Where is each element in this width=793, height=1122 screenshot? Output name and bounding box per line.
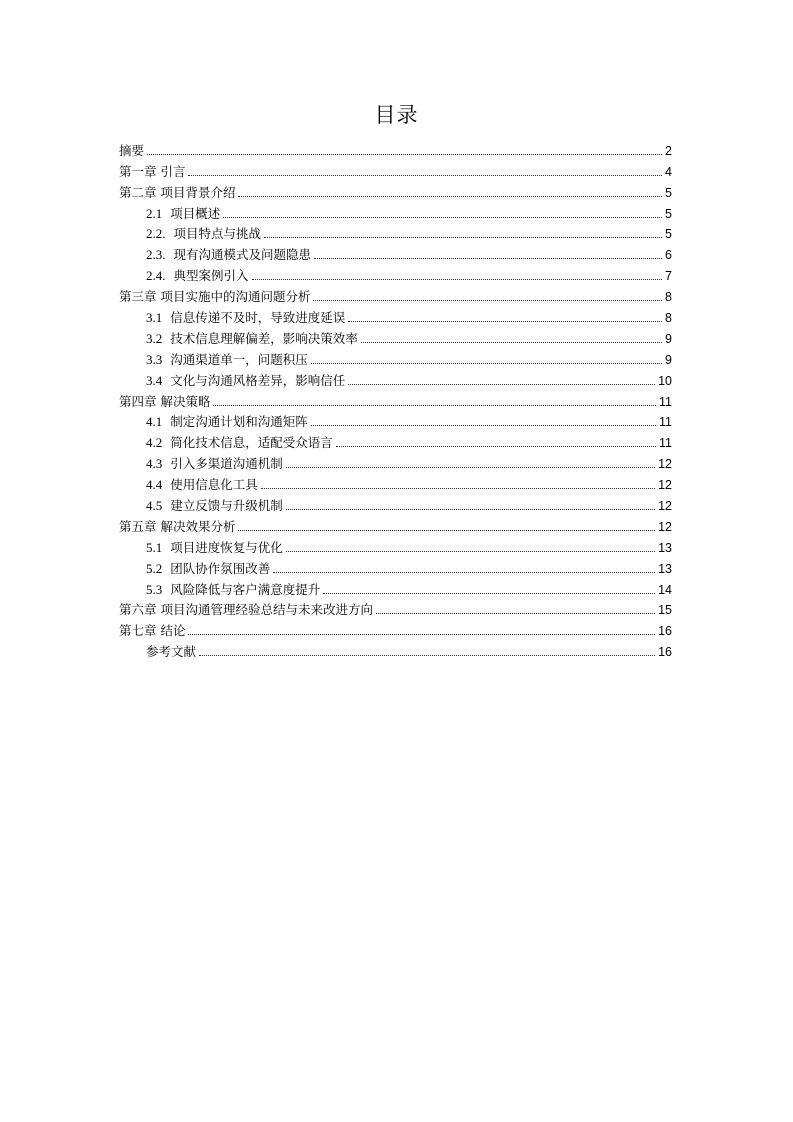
toc-entry-page-number: 5 bbox=[665, 206, 672, 221]
toc-dot-leader bbox=[361, 342, 662, 343]
toc-entry[interactable] bbox=[119, 180, 672, 201]
toc-dot-leader bbox=[311, 425, 656, 426]
toc-dot-leader bbox=[273, 572, 655, 573]
toc-entry-page-number: 5 bbox=[665, 185, 672, 200]
toc-entry-number: 3.4 bbox=[146, 372, 163, 388]
toc-entry-title: 项目概述 bbox=[170, 205, 221, 221]
toc-entry-page-number: 11 bbox=[659, 394, 672, 409]
toc-dot-leader bbox=[147, 154, 662, 155]
toc-entry-number: 2.4. bbox=[146, 268, 166, 284]
toc-dot-leader bbox=[286, 509, 655, 510]
toc-entry-title: 沟通渠道单一，问题积压 bbox=[170, 351, 308, 367]
toc-entry[interactable] bbox=[119, 389, 672, 410]
toc-dot-leader bbox=[376, 613, 655, 614]
toc-entry[interactable] bbox=[119, 493, 672, 514]
toc-entry[interactable] bbox=[119, 514, 672, 535]
toc-dot-leader bbox=[314, 258, 662, 259]
toc-dot-leader bbox=[323, 593, 655, 594]
toc-dot-leader bbox=[348, 321, 662, 322]
toc-entry[interactable] bbox=[119, 430, 672, 451]
toc-entry-title: 参考文献 bbox=[146, 644, 197, 660]
toc-entry-number: 3.2 bbox=[146, 330, 163, 346]
toc-entry[interactable] bbox=[119, 138, 672, 159]
toc-entry[interactable] bbox=[119, 347, 672, 368]
toc-entry-page-number: 11 bbox=[659, 436, 672, 451]
toc-entry-number: 2.3. bbox=[146, 247, 166, 263]
toc-dot-leader bbox=[223, 217, 662, 218]
toc-entry-number: 4.5 bbox=[146, 498, 163, 514]
toc-entry-page-number: 9 bbox=[665, 352, 672, 367]
toc-entry[interactable] bbox=[119, 577, 672, 598]
toc-dot-leader bbox=[348, 384, 655, 385]
toc-entry[interactable] bbox=[119, 639, 672, 660]
toc-entry[interactable] bbox=[119, 598, 672, 619]
toc-entry[interactable] bbox=[119, 451, 672, 472]
toc-entry[interactable] bbox=[119, 472, 672, 493]
toc-entry-title: 现有沟通模式及问题隐患 bbox=[173, 247, 312, 263]
toc-entry-page-number: 5 bbox=[665, 227, 672, 242]
toc-dot-leader bbox=[261, 488, 655, 489]
toc-dot-leader bbox=[286, 551, 655, 552]
toc-entry-page-number: 15 bbox=[658, 603, 672, 618]
toc-entry-number: 5.3 bbox=[146, 581, 163, 597]
toc-dot-leader bbox=[238, 196, 662, 197]
toc-entry[interactable] bbox=[119, 368, 672, 389]
toc-entry-title: 第三章 项目实施中的沟通问题分析 bbox=[119, 289, 311, 305]
toc-entry-title: 技术信息理解偏差，影响决策效率 bbox=[170, 330, 358, 346]
toc-entry-title: 第六章 项目沟通管理经验总结与未来改进方向 bbox=[119, 602, 373, 618]
toc-dot-leader bbox=[188, 634, 655, 635]
toc-dot-leader bbox=[188, 175, 662, 176]
table-of-contents bbox=[119, 138, 672, 660]
toc-entry-title: 信息传递不及时，导致进度延误 bbox=[170, 310, 346, 326]
toc-entry-title: 典型案例引入 bbox=[173, 268, 249, 284]
toc-entry-number: 4.3 bbox=[146, 456, 163, 472]
toc-entry[interactable] bbox=[119, 263, 672, 284]
toc-entry-page-number: 2 bbox=[665, 143, 672, 158]
toc-entry[interactable] bbox=[119, 242, 672, 263]
toc-entry-title: 第七章 结论 bbox=[119, 623, 186, 639]
toc-entry-title: 第二章 项目背景介绍 bbox=[119, 184, 236, 200]
toc-entry-page-number: 16 bbox=[658, 645, 672, 660]
toc-entry-title: 文化与沟通风格差异，影响信任 bbox=[170, 372, 346, 388]
toc-dot-leader bbox=[213, 405, 656, 406]
toc-dot-leader bbox=[336, 446, 656, 447]
toc-entry-title: 制定沟通计划和沟通矩阵 bbox=[170, 414, 308, 430]
toc-dot-leader bbox=[311, 363, 662, 364]
toc-entry-number: 4.2 bbox=[146, 435, 163, 451]
toc-entry[interactable] bbox=[119, 556, 672, 577]
toc-entry[interactable] bbox=[119, 284, 672, 305]
toc-entry-number: 2.1 bbox=[146, 205, 163, 221]
toc-entry[interactable] bbox=[119, 410, 672, 431]
toc-entry-page-number: 6 bbox=[665, 248, 672, 263]
toc-entry-page-number: 12 bbox=[658, 499, 672, 514]
toc-entry-page-number: 12 bbox=[658, 457, 672, 472]
toc-dot-leader bbox=[252, 279, 663, 280]
toc-entry-title: 第一章 引言 bbox=[119, 163, 186, 179]
toc-entry[interactable] bbox=[119, 535, 672, 556]
toc-entry-number: 3.1 bbox=[146, 310, 163, 326]
toc-entry-page-number: 13 bbox=[658, 561, 672, 576]
toc-entry-title: 风险降低与客户满意度提升 bbox=[170, 581, 321, 597]
toc-entry-number: 2.2. bbox=[146, 226, 166, 242]
toc-entry-number: 4.1 bbox=[146, 414, 163, 430]
toc-entry-title: 建立反馈与升级机制 bbox=[170, 498, 283, 514]
toc-entry-title: 项目进度恢复与优化 bbox=[170, 539, 283, 555]
toc-entry-title: 简化技术信息，适配受众语言 bbox=[170, 435, 333, 451]
toc-entry-page-number: 12 bbox=[658, 478, 672, 493]
toc-entry-page-number: 16 bbox=[658, 624, 672, 639]
toc-dot-leader bbox=[264, 237, 662, 238]
toc-dot-leader bbox=[313, 300, 662, 301]
toc-entry[interactable] bbox=[119, 222, 672, 243]
toc-entry[interactable] bbox=[119, 159, 672, 180]
toc-entry-number: 5.2 bbox=[146, 560, 163, 576]
toc-entry-title: 摘要 bbox=[119, 142, 145, 158]
toc-dot-leader bbox=[238, 530, 655, 531]
toc-entry[interactable] bbox=[119, 618, 672, 639]
toc-entry-title: 第四章 解决策略 bbox=[119, 393, 211, 409]
toc-entry-page-number: 13 bbox=[658, 540, 672, 555]
toc-dot-leader bbox=[199, 655, 655, 656]
toc-entry-page-number: 8 bbox=[665, 290, 672, 305]
toc-entry-title: 项目特点与挑战 bbox=[173, 226, 262, 242]
toc-entry-title: 团队协作氛围改善 bbox=[170, 560, 271, 576]
toc-entry-title: 引入多渠道沟通机制 bbox=[170, 456, 283, 472]
toc-entry-page-number: 4 bbox=[665, 164, 672, 179]
toc-entry-page-number: 11 bbox=[659, 415, 672, 430]
toc-entry-number: 3.3 bbox=[146, 351, 163, 367]
toc-entry-number: 4.4 bbox=[146, 477, 163, 493]
toc-entry-title: 使用信息化工具 bbox=[170, 477, 258, 493]
toc-entry[interactable] bbox=[119, 201, 672, 222]
toc-entry-page-number: 10 bbox=[658, 373, 672, 388]
toc-entry-page-number: 7 bbox=[665, 269, 672, 284]
toc-dot-leader bbox=[286, 467, 655, 468]
toc-entry-page-number: 9 bbox=[665, 331, 672, 346]
toc-entry[interactable] bbox=[119, 326, 672, 347]
toc-entry-number: 5.1 bbox=[146, 539, 163, 555]
toc-entry-page-number: 8 bbox=[665, 311, 672, 326]
toc-entry-page-number: 12 bbox=[658, 519, 672, 534]
toc-entry[interactable] bbox=[119, 305, 672, 326]
toc-title: 目录 bbox=[374, 103, 419, 127]
toc-entry-title: 第五章 解决效果分析 bbox=[119, 518, 236, 534]
toc-entry-page-number: 14 bbox=[658, 582, 672, 597]
